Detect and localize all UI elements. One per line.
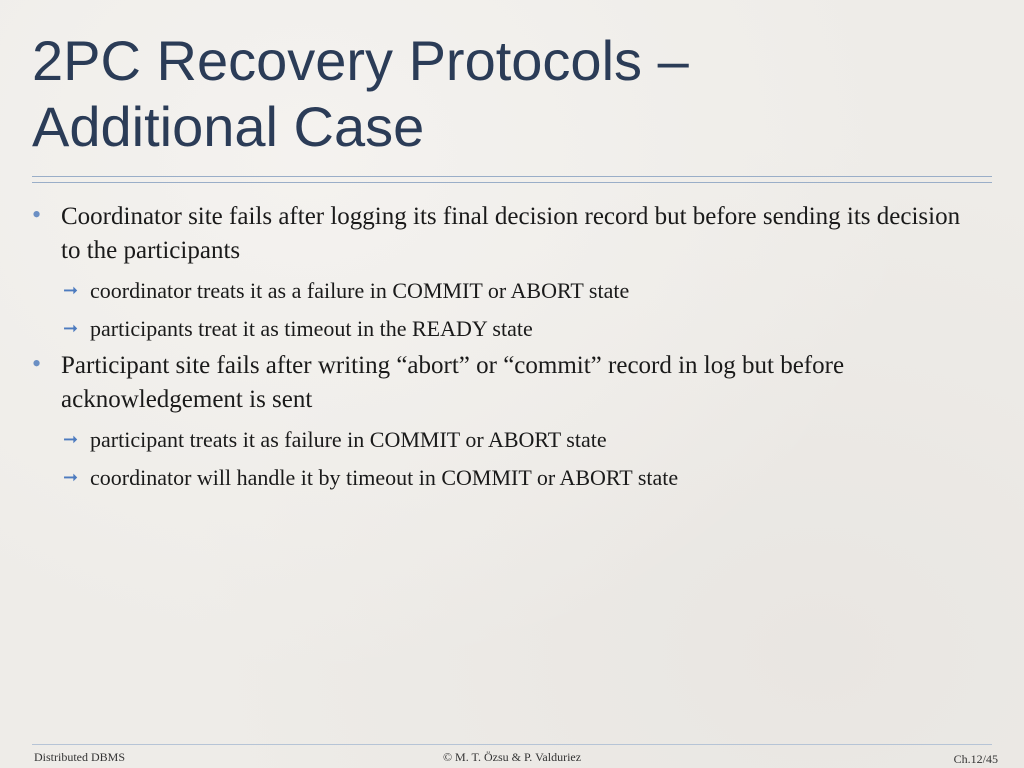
title-line-2: Additional Case [32, 95, 425, 158]
bullet-item-1 [32, 200, 962, 268]
bullet-text: Participant site fails after writing “abort” or “commit” record in log but before acknowledgement is sent [61, 352, 845, 413]
slide-body [32, 200, 962, 498]
sub-bullet-item [32, 463, 962, 493]
right-arrow-icon: ➞ [63, 429, 79, 450]
footer-course: Distributed DBMS [34, 750, 126, 764]
sub-bullet-text: coordinator will handle it by timeout in COMMIT or ABORT state [90, 465, 679, 490]
slide-title [32, 28, 992, 160]
bullet-item-2 [32, 349, 962, 417]
bullet-dot-icon: • [32, 349, 42, 378]
right-arrow-icon: ➞ [63, 280, 79, 301]
bullet-dot-icon: • [32, 200, 42, 229]
footer-page-number: Ch.12/45 [953, 752, 998, 766]
footer-copyright: © M. T. Özsu & P. Valduriez [442, 750, 582, 764]
title-line-1: 2PC Recovery Protocols – [32, 29, 689, 92]
sub-bullet-list-2 [32, 425, 962, 493]
sub-bullet-text: coordinator treats it as a failure in COMMIT or ABORT state [90, 278, 630, 303]
right-arrow-icon: ➞ [63, 467, 79, 488]
sub-bullet-item [32, 314, 962, 344]
footer-divider [32, 744, 992, 745]
title-divider [32, 176, 992, 183]
bullet-text: Coordinator site fails after logging its final decision record but before sending its decision to the participants [61, 203, 961, 264]
sub-bullet-list-1 [32, 276, 962, 344]
sub-bullet-text: participants treat it as timeout in the READY state [90, 316, 533, 341]
sub-bullet-text: participant treats it as failure in COMMIT or ABORT state [90, 427, 607, 452]
sub-bullet-item [32, 425, 962, 455]
right-arrow-icon: ➞ [63, 318, 79, 339]
sub-bullet-item [32, 276, 962, 306]
